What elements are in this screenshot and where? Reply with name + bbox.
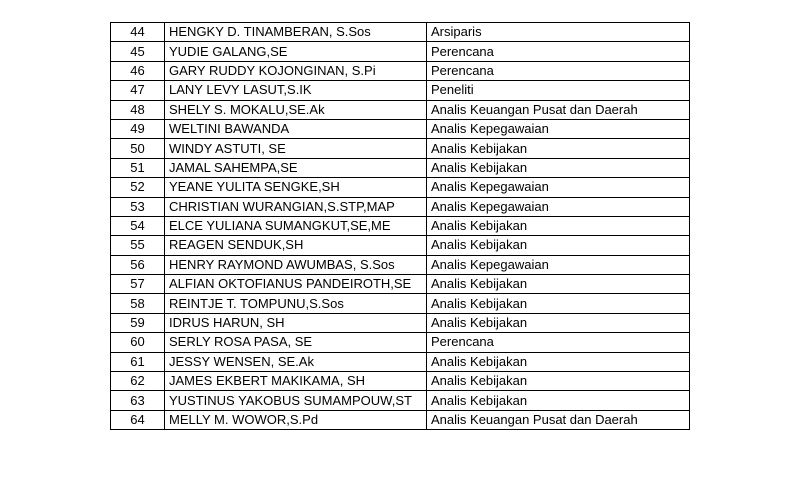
table-row (111, 119, 690, 138)
employee-name: CHRISTIAN WURANGIAN,S.STP,MAP (165, 197, 427, 216)
table-row (111, 158, 690, 177)
job-position: Peneliti (427, 81, 690, 100)
employee-name: ELCE YULIANA SUMANGKUT,SE,ME (165, 216, 427, 235)
row-number: 57 (111, 275, 165, 294)
table-row (111, 81, 690, 100)
table-row (111, 100, 690, 119)
table-row (111, 294, 690, 313)
job-position: Analis Kebijakan (427, 236, 690, 255)
row-number: 44 (111, 23, 165, 42)
table-row (111, 352, 690, 371)
job-position: Perencana (427, 42, 690, 61)
table-row (111, 23, 690, 42)
row-number: 47 (111, 81, 165, 100)
staff-table-body (111, 23, 690, 430)
table-row (111, 236, 690, 255)
row-number: 53 (111, 197, 165, 216)
row-number: 52 (111, 178, 165, 197)
employee-name: JAMAL SAHEMPA,SE (165, 158, 427, 177)
employee-name: YEANE YULITA SENGKE,SH (165, 178, 427, 197)
employee-name: JESSY WENSEN, SE.Ak (165, 352, 427, 371)
employee-name: WELTINI BAWANDA (165, 119, 427, 138)
row-number: 64 (111, 410, 165, 429)
table-row (111, 42, 690, 61)
job-position: Analis Kebijakan (427, 158, 690, 177)
employee-name: REINTJE T. TOMPUNU,S.Sos (165, 294, 427, 313)
staff-table (110, 22, 690, 430)
table-row (111, 333, 690, 352)
table-row (111, 197, 690, 216)
employee-name: GARY RUDDY KOJONGINAN, S.Pi (165, 61, 427, 80)
row-number: 49 (111, 119, 165, 138)
row-number: 63 (111, 391, 165, 410)
job-position: Analis Kepegawaian (427, 119, 690, 138)
employee-name: YUDIE GALANG,SE (165, 42, 427, 61)
job-position: Analis Kebijakan (427, 372, 690, 391)
job-position: Analis Kebijakan (427, 352, 690, 371)
employee-name: HENGKY D. TINAMBERAN, S.Sos (165, 23, 427, 42)
row-number: 54 (111, 216, 165, 235)
job-position: Analis Kebijakan (427, 216, 690, 235)
table-row (111, 372, 690, 391)
employee-name: REAGEN SENDUK,SH (165, 236, 427, 255)
table-row (111, 216, 690, 235)
row-number: 62 (111, 372, 165, 391)
employee-name: LANY LEVY LASUT,S.IK (165, 81, 427, 100)
job-position: Perencana (427, 61, 690, 80)
job-position: Perencana (427, 333, 690, 352)
employee-name: HENRY RAYMOND AWUMBAS, S.Sos (165, 255, 427, 274)
row-number: 56 (111, 255, 165, 274)
job-position: Analis Kebijakan (427, 391, 690, 410)
job-position: Analis Kepegawaian (427, 178, 690, 197)
job-position: Analis Keuangan Pusat dan Daerah (427, 410, 690, 429)
employee-name: SHELY S. MOKALU,SE.Ak (165, 100, 427, 119)
row-number: 61 (111, 352, 165, 371)
employee-name: IDRUS HARUN, SH (165, 313, 427, 332)
table-row (111, 313, 690, 332)
job-position: Analis Kebijakan (427, 294, 690, 313)
job-position: Analis Kebijakan (427, 139, 690, 158)
table-row (111, 178, 690, 197)
job-position: Analis Kepegawaian (427, 255, 690, 274)
row-number: 58 (111, 294, 165, 313)
table-row (111, 61, 690, 80)
employee-name: WINDY ASTUTI, SE (165, 139, 427, 158)
employee-name: MELLY M. WOWOR,S.Pd (165, 410, 427, 429)
employee-name: JAMES EKBERT MAKIKAMA, SH (165, 372, 427, 391)
employee-name: SERLY ROSA PASA, SE (165, 333, 427, 352)
row-number: 45 (111, 42, 165, 61)
table-row (111, 410, 690, 429)
employee-name: ALFIAN OKTOFIANUS PANDEIROTH,SE (165, 275, 427, 294)
employee-name: YUSTINUS YAKOBUS SUMAMPOUW,ST (165, 391, 427, 410)
row-number: 50 (111, 139, 165, 158)
table-row (111, 255, 690, 274)
job-position: Analis Kepegawaian (427, 197, 690, 216)
table-row (111, 275, 690, 294)
job-position: Analis Kebijakan (427, 275, 690, 294)
row-number: 60 (111, 333, 165, 352)
row-number: 55 (111, 236, 165, 255)
row-number: 59 (111, 313, 165, 332)
job-position: Arsiparis (427, 23, 690, 42)
table-row (111, 391, 690, 410)
row-number: 51 (111, 158, 165, 177)
row-number: 46 (111, 61, 165, 80)
row-number: 48 (111, 100, 165, 119)
job-position: Analis Keuangan Pusat dan Daerah (427, 100, 690, 119)
job-position: Analis Kebijakan (427, 313, 690, 332)
table-row (111, 139, 690, 158)
